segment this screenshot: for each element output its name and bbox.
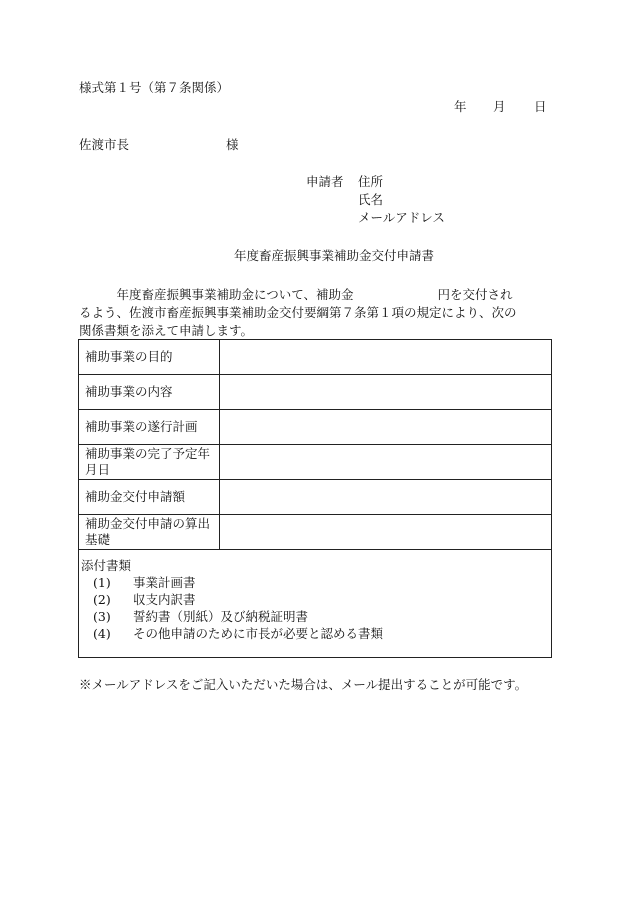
applicant-label: 申請者	[306, 174, 344, 189]
attachment-number: (3)	[93, 609, 111, 624]
attachment-item	[81, 574, 549, 591]
row-label-completion-date: 補助事業の完了予定年月日	[79, 445, 220, 480]
attachment-item	[81, 625, 549, 642]
body-paragraph	[79, 286, 553, 340]
body-line-1-a: 年度畜産振興事業補助金について、補助金	[116, 287, 354, 302]
recipient-name: 佐渡市長	[79, 137, 130, 152]
table-row	[79, 375, 552, 410]
table-row	[79, 410, 552, 445]
table-row	[79, 480, 552, 515]
email-footnote: ※メールアドレスをご記入いただいた場合は、メール提出することが可能です。	[79, 677, 528, 692]
application-table	[78, 339, 552, 658]
body-line-3: 関係書類を添えて申請します。	[79, 323, 254, 338]
row-value-plan	[220, 410, 552, 445]
row-label-amount: 補助金交付申請額	[79, 480, 220, 515]
attachments-cell	[79, 550, 552, 658]
attachment-text: 収支内訳書	[133, 592, 196, 607]
attachments-title: 添付書類	[81, 558, 132, 573]
applicant-email-label: メールアドレス	[358, 210, 445, 225]
date-month-label: 月	[493, 99, 506, 114]
date-year-label: 年	[454, 99, 467, 114]
row-value-completion-date	[220, 445, 552, 480]
table-row-attachments	[79, 550, 552, 658]
row-value-amount	[220, 480, 552, 515]
attachment-number: (1)	[93, 575, 111, 590]
date-day-label: 日	[534, 99, 547, 114]
attachment-text: 誓約書（別紙）及び納税証明書	[133, 609, 309, 624]
table-row	[79, 445, 552, 480]
row-value-calculation-basis	[220, 515, 552, 550]
body-line-1-b: 円を交付され	[437, 287, 513, 302]
recipient-honorific: 様	[226, 137, 239, 152]
attachment-text: その他申請のために市長が必要と認める書類	[133, 626, 384, 641]
attachment-number: (4)	[93, 626, 111, 641]
document-title: 年度畜産振興事業補助金交付申請書	[234, 248, 435, 263]
table-row	[79, 340, 552, 375]
applicant-address-label: 住所	[358, 174, 384, 189]
row-label-purpose: 補助事業の目的	[79, 340, 220, 375]
body-line-2: るよう、佐渡市畜産振興事業補助金交付要綱第７条第１項の規定により、次の	[79, 305, 517, 320]
row-label-content: 補助事業の内容	[79, 375, 220, 410]
row-label-calculation-basis: 補助金交付申請の算出基礎	[79, 515, 220, 550]
row-value-content	[220, 375, 552, 410]
attachment-text: 事業計画書	[133, 575, 196, 590]
row-value-purpose	[220, 340, 552, 375]
form-number: 様式第１号（第７条関係）	[79, 80, 230, 95]
attachment-item	[81, 591, 549, 608]
attachment-item	[81, 608, 549, 625]
applicant-name-label: 氏名	[358, 192, 384, 207]
table-row	[79, 515, 552, 550]
body-line-1	[79, 286, 553, 304]
attachment-number: (2)	[93, 592, 111, 607]
row-label-plan: 補助事業の遂行計画	[79, 410, 220, 445]
